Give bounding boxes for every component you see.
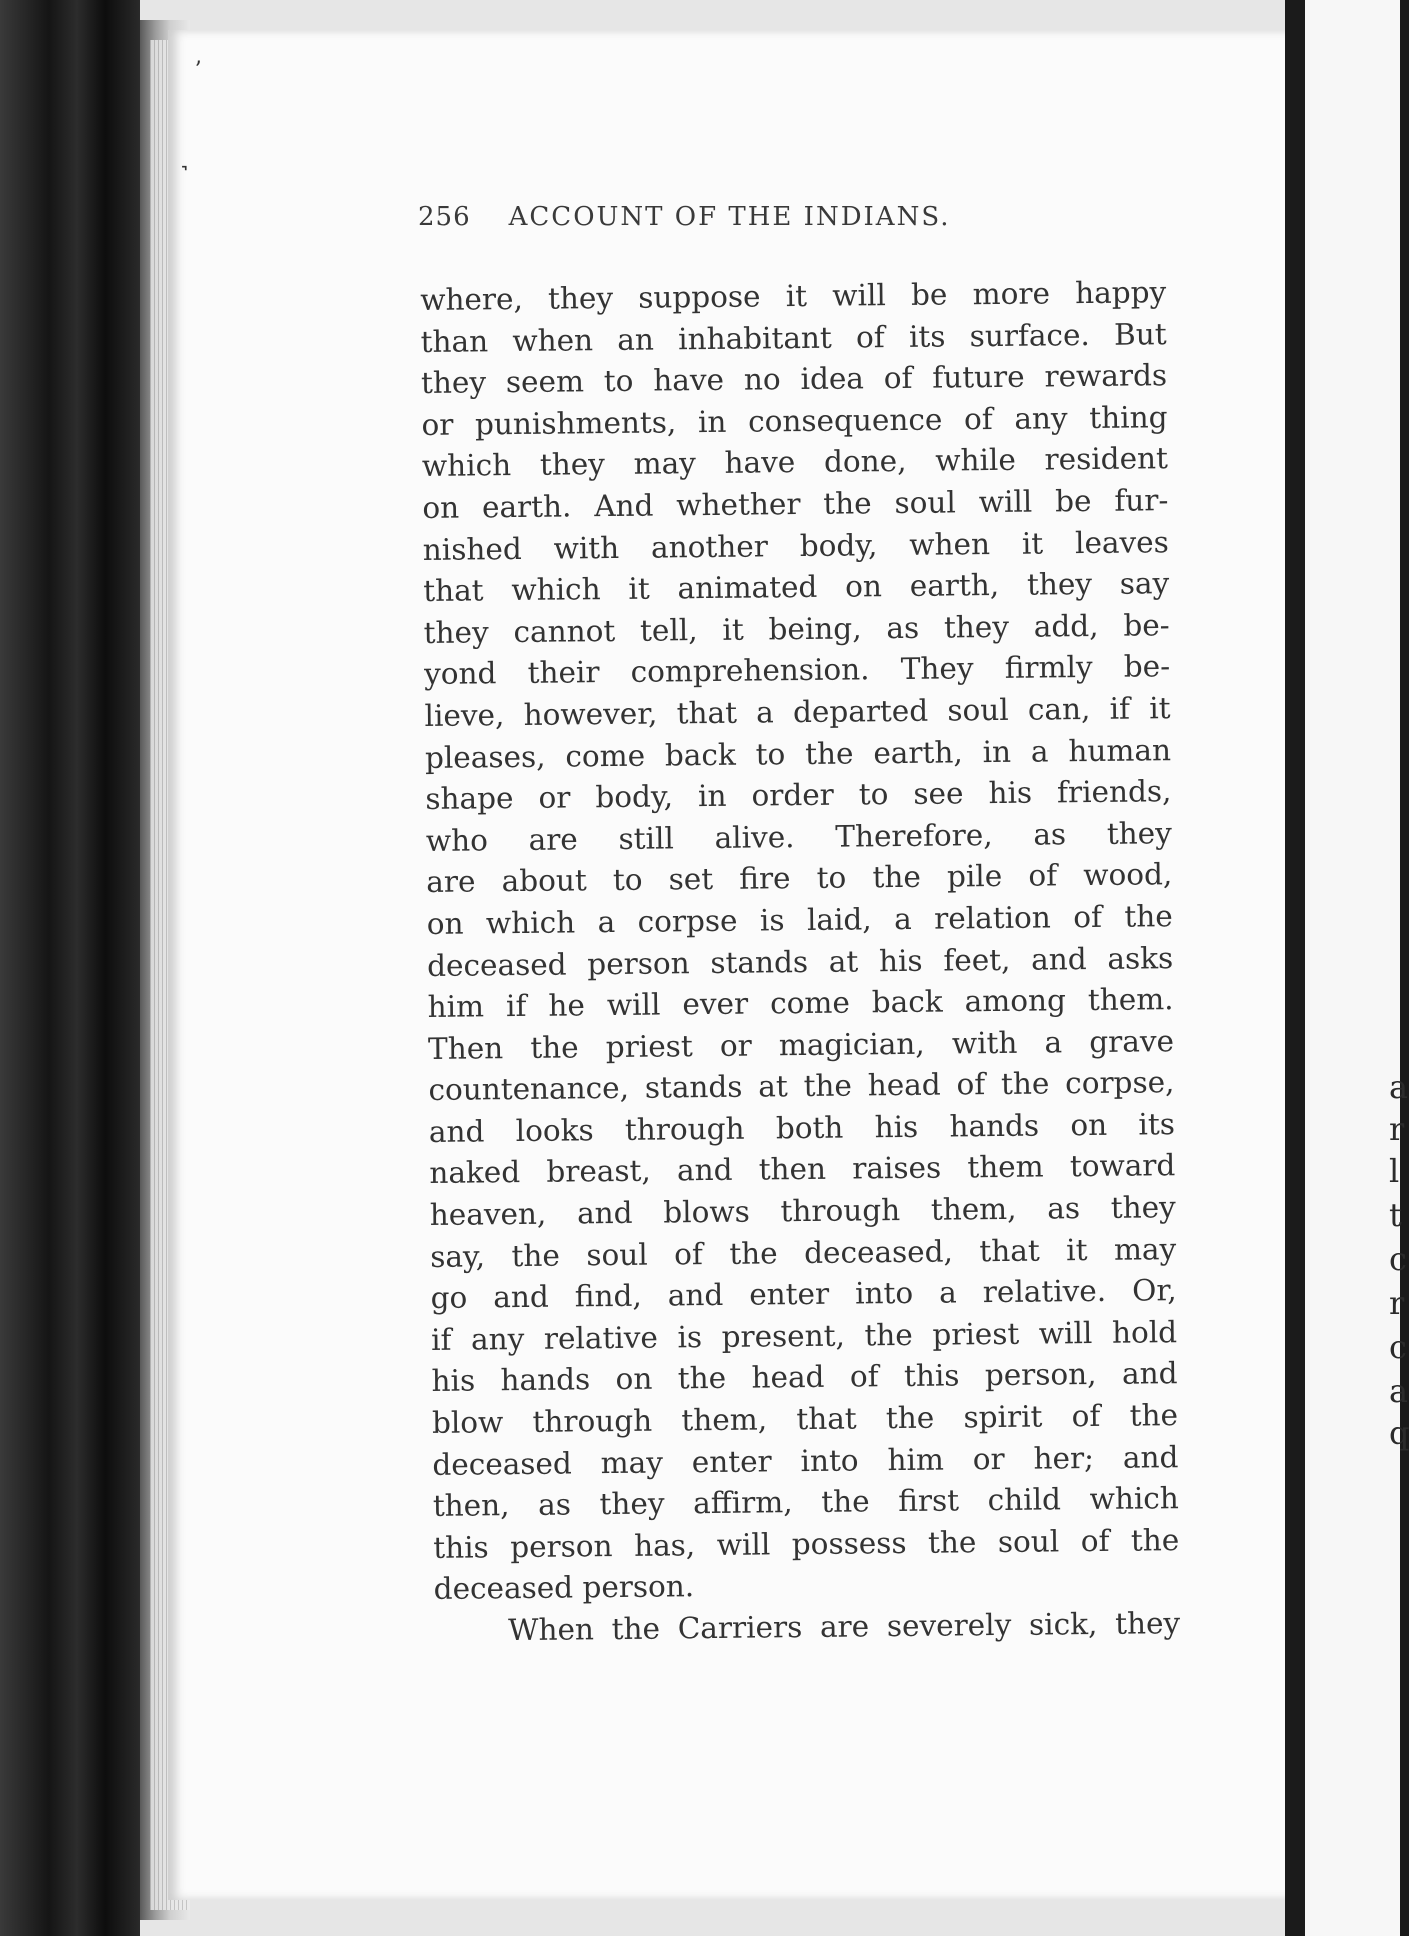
running-header [418,202,1118,232]
page-number: 256 [418,202,471,232]
facing-page-fragment: l [1389,1152,1400,1190]
text-line: shape or body, in order to see his friends, [425,774,1172,817]
text-line: him if he will ever come back among them. [427,982,1174,1025]
facing-page-fragment: r [1389,1110,1405,1148]
scan-speck: ˺ [180,160,189,190]
text-line: say, the soul of the deceased, that it may [430,1231,1177,1274]
text-line: deceased person stands at his feet, and asks [427,940,1174,983]
facing-page-fragment: c [1389,1328,1407,1366]
facing-page-fragment: q [1389,1414,1409,1452]
book-spine [0,0,140,1936]
running-title: ACCOUNT OF THE INDIANS. [508,202,951,232]
text-line: than when an inhabitant of its surface. But [420,316,1167,359]
text-line: and looks through both his hands on its [428,1107,1176,1149]
facing-page-fragment: c [1389,1240,1407,1278]
text-line: blow through them, that the spirit of the [431,1398,1179,1440]
scan-speck: ʼ [194,58,201,83]
text-line: naked breast, and then raises them toward [429,1148,1176,1191]
text-line: countenance, stands at the head of the corpse, [428,1065,1175,1108]
right-gutter [1285,0,1305,1936]
text-line: deceased person. [433,1569,695,1607]
text-line: they seem to have no idea of future rewards [420,358,1168,401]
text-line: his hands on the head of this person, and [431,1356,1178,1399]
text-line: or punishments, in consequence of any thing [421,399,1168,442]
text-line: When the Carriers are severely sick, they [507,1606,1181,1648]
facing-page-fragment: a [1389,1372,1409,1410]
text-line: on which a corpse is laid, a relation of the [426,899,1173,941]
text-line: yond their comprehension. They firmly be- [423,649,1171,692]
text-line: go and find, and enter into a relative. Or, [430,1273,1177,1316]
text-line: deceased may enter into him or her; and [432,1439,1179,1482]
text-line: if any relative is present, the priest will hold [430,1314,1178,1357]
facing-page-fragment: t [1389,1196,1402,1234]
text-line: lieve, however, that a departed soul can, if it [424,691,1171,733]
facing-page-fragment: a [1389,1068,1409,1106]
text-line: that which it animated on earth, they say [423,566,1170,609]
body-text [420,272,1180,1652]
text-line: nished with another body, when it leaves [422,524,1169,567]
text-line: are about to set fire to the pile of wood, [426,857,1173,900]
text-line: where, they suppose it will be more happy [420,275,1167,317]
facing-page-fragment: r [1389,1284,1405,1322]
text-line: this person has, will possess the soul of the [433,1522,1180,1565]
text-line: pleases, come back to the earth, in a human [424,732,1172,775]
text-line: which they may have done, while resident [421,441,1169,484]
text-line: they cannot tell, it being, as they add, be- [423,607,1170,650]
facing-page [1305,0,1409,1936]
text-line: heaven, and blows through them, as they [429,1190,1176,1233]
text-line: then, as they affirm, the first child which [432,1481,1179,1524]
text-line: who are still alive. Therefore, as they [425,815,1173,858]
text-line: on earth. And whether the soul will be fur- [422,483,1169,525]
text-line: Then the priest or magician, with a grave [427,1023,1175,1066]
